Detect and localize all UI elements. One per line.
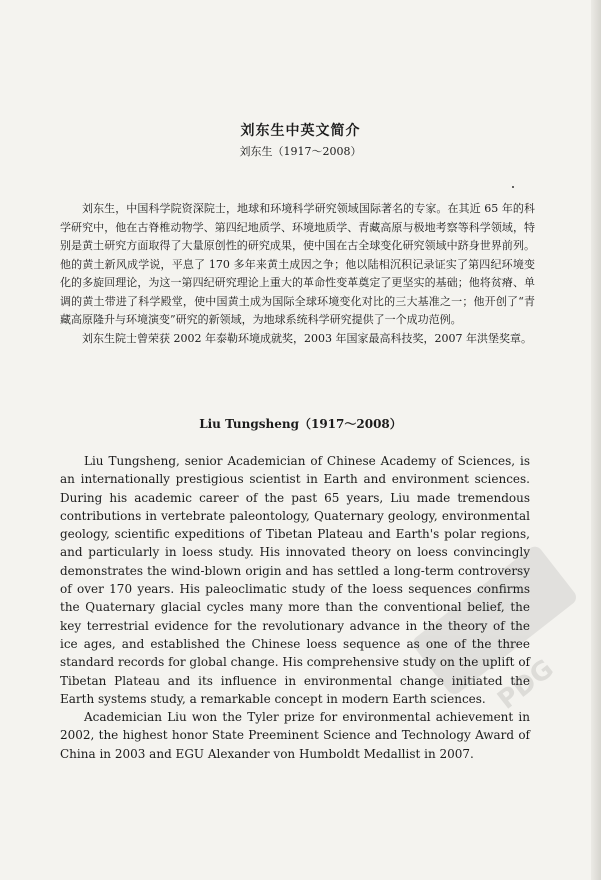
speck bbox=[512, 186, 514, 188]
cn-paragraph: 刘东生院士曾荣获 2002 年泰勒环境成就奖，2003 年国家最高科技奖，2007 年洪堡奖章。 bbox=[82, 331, 532, 345]
en-paragraph: Academician Liu won the Tyler prize for environmental achievement in 2002, the highest honor State Preeminent Science and Technology Award of China in 2003 and EGU Alexander von Humboldt Medallist in 2007. bbox=[60, 710, 530, 761]
cn-subtitle: 刘东生（1917～2008） bbox=[239, 145, 362, 158]
en-title: Liu Tungsheng（1917～2008） bbox=[199, 417, 402, 431]
en-body bbox=[60, 452, 530, 763]
cn-paragraph: 刘东生，中国科学院资深院士，地球和环境科学研究领域国际著名的专家。在其近 65 年的科学研究中，他在古脊椎动物学、第四纪地质学、环境地质学、青藏高原与极地考察等科学领域，特别是黄土研究方面取得了大量原创性的研究成果，使中国在古全球变化研究领域中跻身世界前列。他的黄土新风成学说，平息了 170 多年来黄土成因之争；他以陆相沉积记录证实了第四纪环境变化的多旋回理论，为这一第四纪研究理论上重大的革命性变革奠定了更坚实的基础；他将贫瘠、单调的黄土带进了科学殿堂，使中国黄土成为国际全球环境变化对比的三大基准之一；他开创了“青藏高原隆升与环境演变”研究的新领域，为地球系统科学研究提供了一个成功范例。 bbox=[60, 202, 535, 326]
watermark-text: PDG bbox=[492, 653, 560, 716]
en-paragraph: Liu Tungsheng, senior Academician of Chinese Academy of Sciences, is an internationally prestigious scientist in Earth and environment sciences. During his academic career of the past 65 years, Liu made tremendous contributions in vertebrate paleontology, Quaternary geology, environmental geology, scientific expeditions of Tibetan Plateau and Earth's polar regions, and particularly in loess study. His innovated theory on loess convincingly demonstrates the wind-blown origin and has settled a long-term controversy of over 170 years. His paleoclimatic study of the loess sequences confirms the Quaternary glacial cycles many more than the conventional belief, the key terrestrial evidence for the revolutionary advance in the theory of the ice ages, and established the Chinese loess sequence as one of the three standard records for global change. His comprehensive study on the uplift of Tibetan Plateau and its influence in environmental change initiated the Earth systems study, a remarkable concept in modern Earth sciences. bbox=[60, 454, 530, 706]
cn-body bbox=[60, 200, 535, 348]
cn-title: 刘东生中英文简介 bbox=[240, 123, 361, 139]
